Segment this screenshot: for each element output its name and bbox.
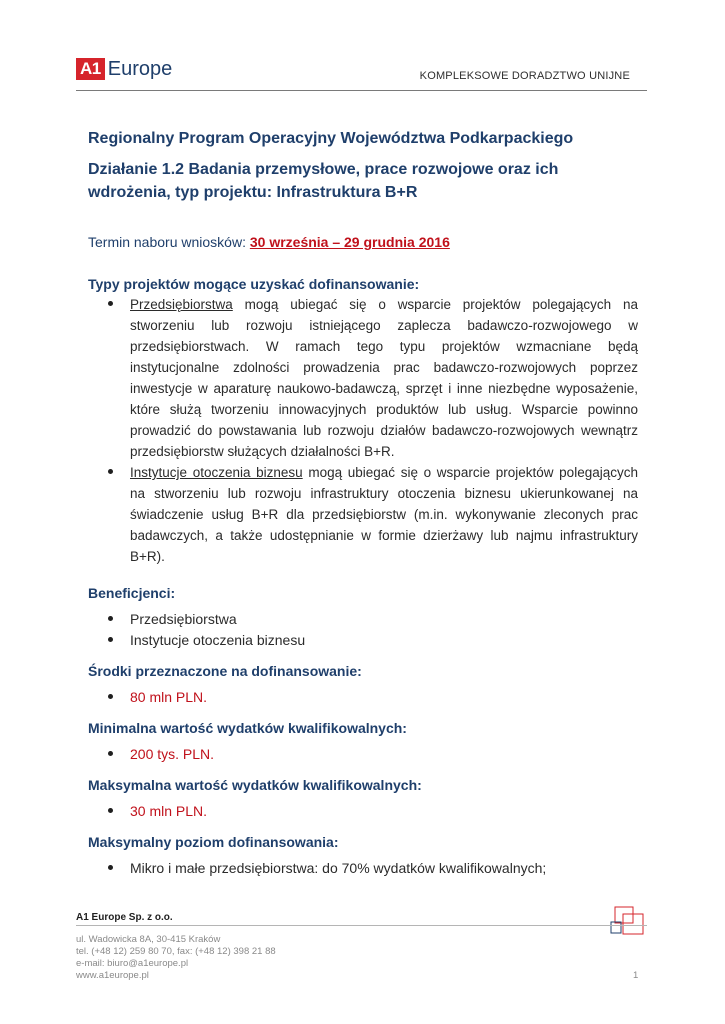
min-expenses-value: 200 tys. PLN. — [130, 746, 215, 762]
funds-list — [88, 687, 638, 708]
max-level-value: Mikro i małe przedsiębiorstwa: do 70% wydatków kwalifikowalnych; — [130, 860, 547, 876]
footer-logo-squares-icon — [609, 905, 649, 937]
bullet-icon — [108, 808, 113, 813]
bullet-icon — [108, 469, 113, 474]
bullet-icon — [108, 301, 113, 306]
beneficiaries-list — [88, 609, 638, 651]
project-types-heading: Typy projektów mogące uzyskać dofinansowanie: — [88, 276, 420, 292]
list-item — [88, 462, 638, 567]
project-type-term: Przedsiębiorstwa — [130, 297, 233, 312]
company-logo — [76, 58, 172, 80]
footer-phone: tel. (+48 12) 259 80 70, fax: (+48 12) 398 21 88 — [76, 946, 276, 957]
action-title: Działanie 1.2 Badania przemysłowe, prace rozwojowe oraz ich wdrożenia, typ projektu: Infrastruktura B+R — [88, 161, 559, 201]
footer-divider — [76, 925, 647, 926]
beneficiary-label: Przedsiębiorstwa — [130, 611, 237, 627]
header-tagline: KOMPLEKSOWE DORADZTWO UNIJNE — [419, 70, 630, 82]
list-item — [88, 744, 638, 765]
footer-website[interactable]: www.a1europe.pl — [76, 970, 149, 981]
max-expenses-value: 30 mln PLN. — [130, 803, 208, 819]
max-level-heading: Maksymalny poziom dofinansowania: — [88, 834, 339, 850]
footer-contact — [76, 934, 276, 982]
footer-company: A1 Europe Sp. z o.o. — [76, 912, 173, 923]
funds-value: 80 mln PLN. — [130, 689, 208, 705]
list-item — [88, 858, 638, 879]
logo-word: Europe — [107, 58, 173, 80]
max-expenses-heading: Maksymalna wartość wydatków kwalifikowalnych: — [88, 777, 422, 793]
min-expenses-heading: Minimalna wartość wydatków kwalifikowalnych: — [88, 720, 407, 736]
funds-heading: Środki przeznaczone na dofinansowanie: — [88, 663, 362, 679]
bullet-icon — [108, 751, 113, 756]
list-item — [88, 801, 638, 822]
deadline-line — [88, 232, 638, 252]
beneficiaries-heading: Beneficjenci: — [88, 585, 176, 601]
project-type-term: Instytucje otoczenia biznesu — [130, 465, 303, 480]
max-level-list — [88, 858, 638, 879]
deadline-label: Termin naboru wniosków: — [88, 234, 246, 250]
list-item — [88, 630, 638, 651]
project-type-text: mogą ubiegać się o wsparcie projektów polegających na stworzeniu lub rozwoju istniejącego zaplecza badawczo-rozwojowego w przedsiębiorstwach. W ramach tego typu projektów wzmacniane będą instytucjonalne zdolności prowadzenia prac badawczo-rozwojowych poprzez inwestycje w aparaturę naukowo-badawczą, sprzęt i inne niezbędne wyposażenie, które służą tworzeniu innowacyjnych produktów lub usług. Wsparcie powinno prowadzić do powstawania lub rozwoju działów badawczo-rozwojowych wewnątrz przedsiębiorstw służących działalności B+R. — [130, 297, 638, 459]
page-number: 1 — [633, 970, 639, 981]
logo-mark: A1 — [76, 58, 105, 80]
max-expenses-list — [88, 801, 638, 822]
bullet-icon — [108, 694, 113, 699]
bullet-icon — [108, 865, 113, 870]
project-types-list — [88, 294, 638, 567]
bullet-icon — [108, 616, 113, 621]
project-type-text: mogą ubiegać się o wsparcie projektów polegających na stworzeniu lub rozwoju infrastruktury otoczenia biznesu ukierunkowanej na świadczenie usług B+R dla przedsiębiorstw (m.in. wykonywanie zleconych prac badawczych, a także udostępnianie w formie dzierżawy lub najmu infrastruktury B+R). — [130, 465, 638, 564]
document-body — [88, 128, 638, 879]
list-item — [88, 609, 638, 630]
program-title: Regionalny Program Operacyjny Województwa Podkarpackiego — [88, 130, 574, 147]
header-divider — [76, 90, 647, 91]
list-item — [88, 687, 638, 708]
bullet-icon — [108, 637, 113, 642]
beneficiary-label: Instytucje otoczenia biznesu — [130, 632, 306, 648]
min-expenses-list — [88, 744, 638, 765]
deadline-dates: 30 września – 29 grudnia 2016 — [249, 234, 450, 250]
footer-email[interactable]: e-mail: biuro@a1europe.pl — [76, 958, 189, 969]
list-item — [88, 294, 638, 462]
footer-address: ul. Wadowicka 8A, 30-415 Kraków — [76, 934, 221, 945]
